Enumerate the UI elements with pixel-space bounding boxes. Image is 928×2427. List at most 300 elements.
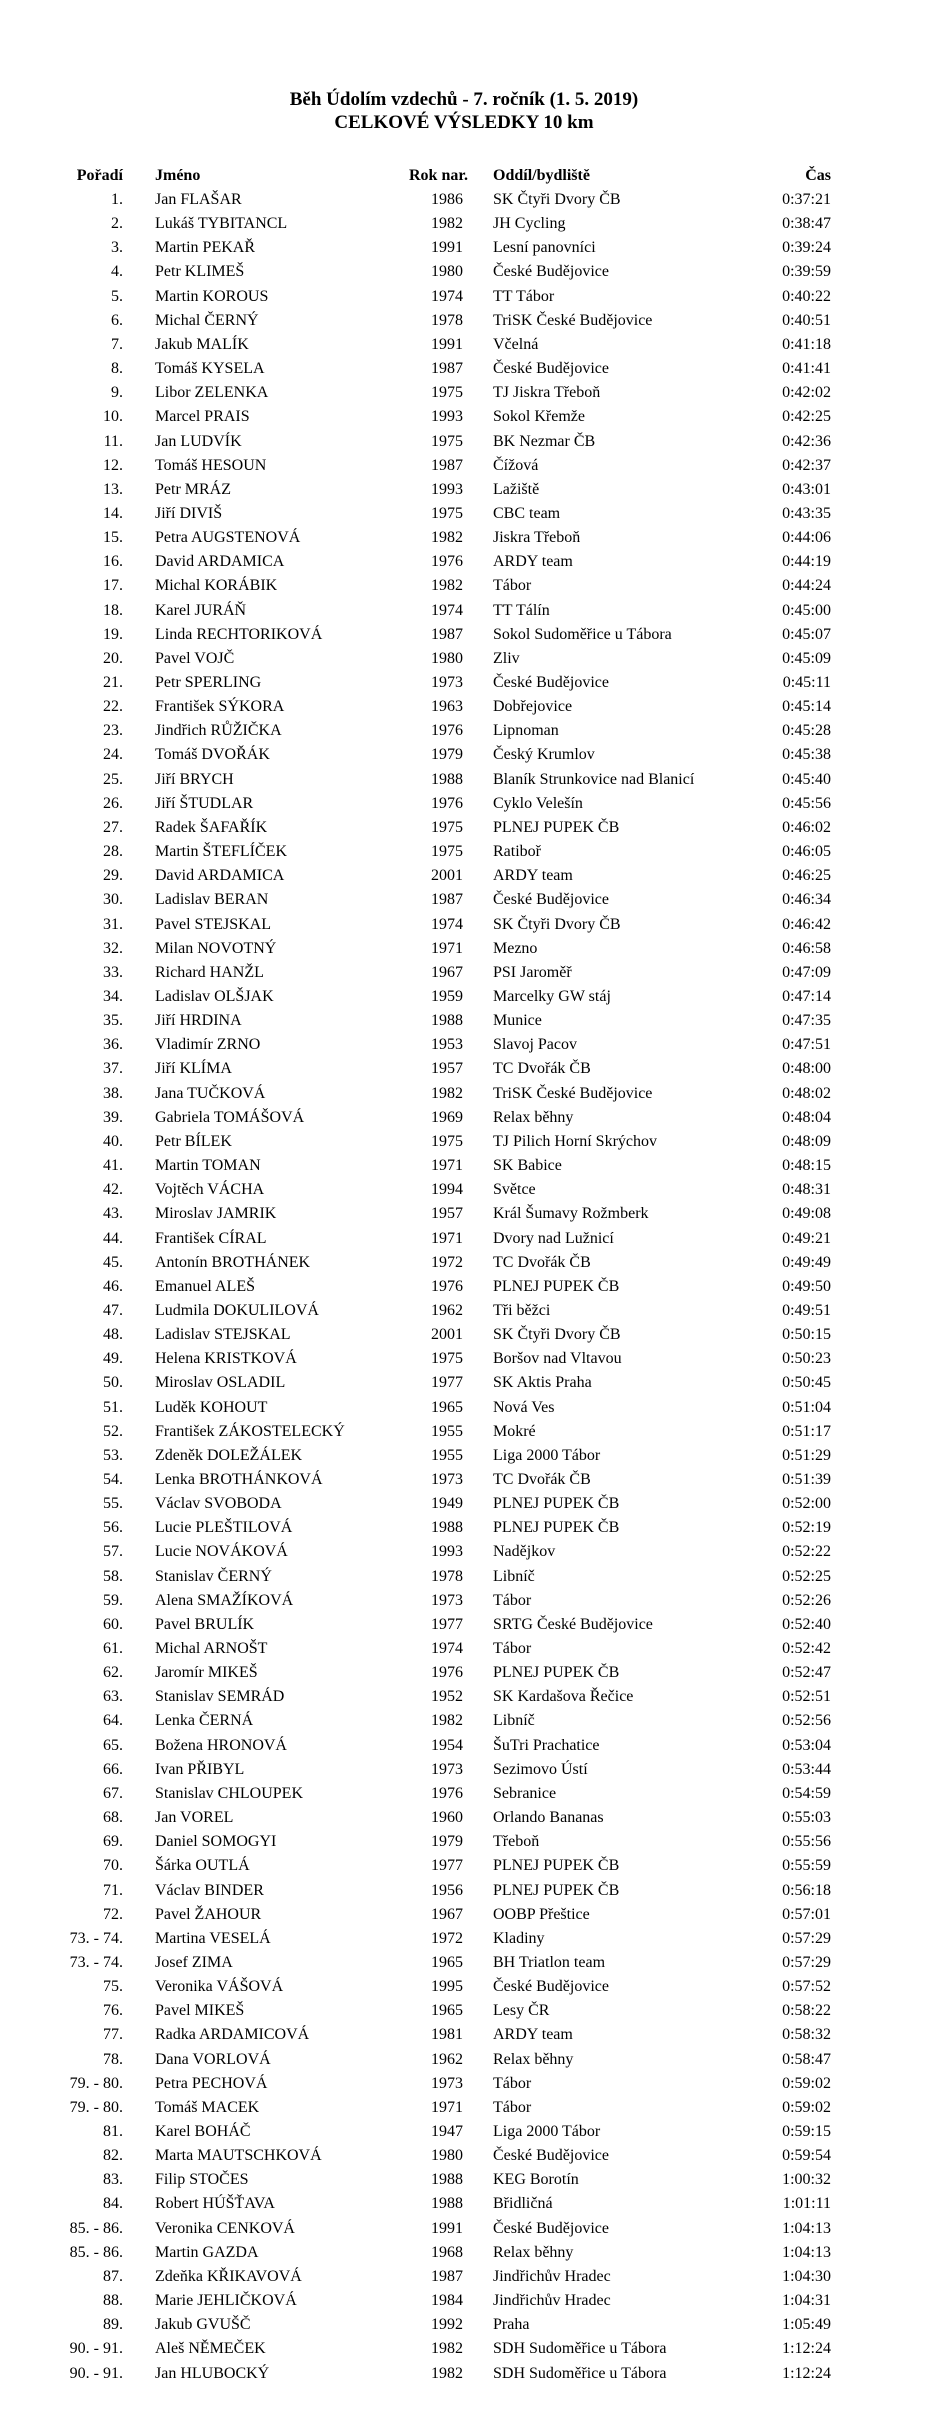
table-row bbox=[0, 1035, 928, 1059]
cell-year: 1975 bbox=[431, 384, 463, 402]
cell-rank: 24. bbox=[103, 746, 123, 764]
document-title: Běh Údolím vzdechů - 7. ročník (1. 5. 2019) bbox=[289, 89, 639, 110]
cell-year: 1991 bbox=[431, 2219, 463, 2237]
cell-rank: 58. bbox=[103, 1567, 123, 1585]
table-row bbox=[0, 1591, 928, 1615]
cell-club: České Budějovice bbox=[493, 891, 609, 909]
cell-club: TC Dvořák ČB bbox=[493, 1060, 591, 1078]
cell-year: 1974 bbox=[431, 287, 463, 305]
table-row bbox=[0, 383, 928, 407]
cell-year: 1982 bbox=[431, 2340, 463, 2358]
cell-time: 0:49:50 bbox=[782, 1277, 831, 1295]
cell-name: Petr MRÁZ bbox=[155, 480, 231, 498]
cell-time: 0:52:00 bbox=[782, 1495, 831, 1513]
cell-name: Tomáš HESOUN bbox=[155, 456, 267, 474]
cell-rank: 30. bbox=[103, 891, 123, 909]
table-row bbox=[0, 287, 928, 311]
cell-time: 0:48:31 bbox=[782, 1181, 831, 1199]
table-row bbox=[0, 1156, 928, 1180]
cell-time: 0:57:29 bbox=[782, 1953, 831, 1971]
cell-time: 0:38:47 bbox=[782, 215, 831, 233]
cell-club: PSI Jaroměř bbox=[493, 963, 572, 981]
table-row bbox=[0, 2267, 928, 2291]
table-row bbox=[0, 1832, 928, 1856]
cell-time: 0:59:02 bbox=[782, 2074, 831, 2092]
cell-name: Jan HLUBOCKÝ bbox=[155, 2364, 270, 2382]
cell-club: Světce bbox=[493, 1181, 536, 1199]
cell-time: 0:45:40 bbox=[782, 770, 831, 788]
cell-name: Petr BÍLEK bbox=[155, 1132, 232, 1150]
table-row bbox=[0, 601, 928, 625]
cell-time: 0:57:01 bbox=[782, 1905, 831, 1923]
cell-time: 0:45:11 bbox=[782, 674, 831, 691]
cell-year: 1973 bbox=[431, 1760, 463, 1778]
cell-club: Lažiště bbox=[493, 480, 540, 498]
cell-rank: 36. bbox=[103, 1036, 123, 1054]
cell-year: 1968 bbox=[431, 2243, 463, 2261]
cell-name: Stanislav ČERNÝ bbox=[155, 1567, 272, 1585]
cell-club: ARDY team bbox=[493, 2026, 573, 2044]
cell-year: 1993 bbox=[431, 408, 463, 426]
table-row bbox=[0, 1470, 928, 1494]
cell-rank: 65. bbox=[103, 1736, 123, 1754]
table-row bbox=[0, 745, 928, 769]
cell-time: 1:04:31 bbox=[782, 2292, 831, 2309]
cell-year: 1963 bbox=[431, 698, 463, 716]
cell-rank: 83. bbox=[103, 2171, 123, 2189]
cell-time: 0:46:42 bbox=[782, 915, 831, 933]
cell-name: František CÍRAL bbox=[155, 1229, 267, 1247]
cell-name: Veronika VÁŠOVÁ bbox=[155, 1978, 284, 1996]
cell-name: Petra AUGSTENOVÁ bbox=[155, 529, 301, 547]
cell-rank: 42. bbox=[103, 1181, 123, 1199]
cell-name: Marcel PRAIS bbox=[155, 408, 250, 426]
cell-rank: 32. bbox=[103, 939, 123, 957]
cell-year: 1967 bbox=[431, 1905, 463, 1923]
cell-name: Michal KORÁBIK bbox=[155, 577, 278, 595]
cell-year: 1959 bbox=[431, 987, 463, 1005]
table-row bbox=[0, 721, 928, 745]
cell-rank: 79. - 80. bbox=[69, 2074, 123, 2092]
cell-rank: 75. bbox=[103, 1978, 123, 1996]
cell-rank: 22. bbox=[103, 698, 123, 716]
cell-name: Emanuel ALEŠ bbox=[155, 1277, 255, 1295]
cell-year: 1987 bbox=[431, 456, 463, 474]
cell-name: Jiří HRDINA bbox=[155, 1012, 242, 1030]
cell-rank: 19. bbox=[103, 625, 123, 643]
cell-name: Petr KLIMEŠ bbox=[155, 263, 245, 281]
cell-time: 0:52:42 bbox=[782, 1640, 831, 1657]
cell-club: Král Šumavy Rožmberk bbox=[493, 1205, 649, 1223]
cell-year: 1977 bbox=[431, 1374, 463, 1392]
table-row bbox=[0, 1663, 928, 1687]
cell-name: Michal ČERNÝ bbox=[155, 311, 259, 329]
table-row bbox=[0, 1494, 928, 1518]
cell-year: 1987 bbox=[431, 625, 463, 643]
cell-year: 1988 bbox=[431, 770, 463, 788]
cell-year: 1955 bbox=[431, 1446, 463, 1464]
cell-year: 1955 bbox=[431, 1422, 463, 1440]
cell-club: PLNEJ PUPEK ČB bbox=[493, 1664, 620, 1682]
cell-rank: 82. bbox=[103, 2147, 123, 2165]
cell-year: 1954 bbox=[431, 1736, 463, 1754]
cell-time: 0:41:41 bbox=[782, 360, 831, 377]
cell-rank: 89. bbox=[103, 2316, 123, 2334]
cell-club: SDH Sudoměřice u Tábora bbox=[493, 2340, 667, 2358]
cell-year: 1994 bbox=[431, 1181, 463, 1199]
cell-year: 1971 bbox=[431, 939, 463, 957]
cell-time: 0:46:05 bbox=[782, 843, 831, 860]
table-row bbox=[0, 407, 928, 431]
cell-club: Lesní panovníci bbox=[493, 239, 596, 257]
table-row bbox=[0, 576, 928, 600]
table-row bbox=[0, 456, 928, 480]
table-row bbox=[0, 2170, 928, 2194]
table-row bbox=[0, 1373, 928, 1397]
cell-time: 0:52:25 bbox=[782, 1567, 831, 1585]
cell-year: 1957 bbox=[431, 1060, 463, 1078]
cell-club: PLNEJ PUPEK ČB bbox=[493, 1277, 620, 1295]
cell-club: TC Dvořák ČB bbox=[493, 1253, 591, 1271]
cell-year: 1973 bbox=[431, 1591, 463, 1609]
cell-rank: 14. bbox=[103, 504, 123, 522]
cell-year: 1971 bbox=[431, 1157, 463, 1174]
cell-club: SK Babice bbox=[493, 1157, 562, 1174]
cell-name: Jaromír MIKEŠ bbox=[155, 1664, 258, 1682]
cell-year: 1976 bbox=[431, 553, 463, 571]
cell-year: 1956 bbox=[431, 1881, 463, 1899]
cell-name: Pavel MIKEŠ bbox=[155, 2002, 245, 2020]
cell-year: 2001 bbox=[431, 867, 463, 885]
cell-name: Tomáš KYSELA bbox=[155, 360, 265, 377]
table-row bbox=[0, 1011, 928, 1035]
cell-rank: 23. bbox=[103, 722, 123, 740]
table-row bbox=[0, 359, 928, 383]
cell-time: 0:57:52 bbox=[782, 1978, 831, 1996]
table-row bbox=[0, 915, 928, 939]
cell-year: 1971 bbox=[431, 2098, 463, 2116]
cell-name: Linda RECHTORIKOVÁ bbox=[155, 625, 323, 643]
table-row bbox=[0, 987, 928, 1011]
cell-year: 1975 bbox=[431, 1350, 463, 1368]
cell-club: Mezno bbox=[493, 939, 538, 957]
cell-name: František SÝKORA bbox=[155, 698, 285, 716]
cell-club: TC Dvořák ČB bbox=[493, 1470, 591, 1488]
cell-name: Martin PEKAŘ bbox=[155, 239, 255, 257]
cell-name: Ivan PŘIBYL bbox=[155, 1760, 245, 1778]
cell-time: 0:49:51 bbox=[782, 1301, 831, 1319]
cell-name: Veronika CENKOVÁ bbox=[155, 2219, 295, 2237]
table-row bbox=[0, 673, 928, 697]
cell-time: 0:52:19 bbox=[782, 1519, 831, 1537]
cell-rank: 66. bbox=[103, 1760, 123, 1778]
table-row bbox=[0, 625, 928, 649]
cell-rank: 81. bbox=[103, 2123, 123, 2140]
table-row bbox=[0, 649, 928, 673]
cell-time: 0:43:35 bbox=[782, 504, 831, 522]
cell-rank: 63. bbox=[103, 1688, 123, 1706]
cell-year: 1962 bbox=[431, 1301, 463, 1319]
cell-rank: 47. bbox=[103, 1301, 123, 1319]
table-row bbox=[0, 528, 928, 552]
cell-rank: 48. bbox=[103, 1326, 123, 1343]
cell-name: Luděk KOHOUT bbox=[155, 1398, 268, 1416]
cell-name: Jiří BRYCH bbox=[155, 770, 234, 788]
cell-time: 1:00:32 bbox=[782, 2171, 831, 2189]
cell-rank: 11. bbox=[103, 432, 123, 450]
cell-name: Václav BINDER bbox=[155, 1881, 264, 1899]
cell-club: Blaník Strunkovice nad Blanicí bbox=[493, 770, 695, 788]
cell-time: 0:51:39 bbox=[782, 1470, 831, 1488]
cell-rank: 54. bbox=[103, 1470, 123, 1488]
cell-time: 0:59:15 bbox=[782, 2123, 831, 2140]
cell-rank: 21. bbox=[103, 674, 123, 691]
cell-year: 1987 bbox=[431, 891, 463, 909]
cell-rank: 38. bbox=[103, 1084, 123, 1102]
table-row bbox=[0, 794, 928, 818]
cell-year: 1977 bbox=[431, 1615, 463, 1633]
cell-time: 0:49:08 bbox=[782, 1205, 831, 1223]
cell-time: 0:51:04 bbox=[782, 1398, 831, 1416]
cell-club: Nadějkov bbox=[493, 1543, 556, 1561]
table-row bbox=[0, 1905, 928, 1929]
cell-time: 0:49:49 bbox=[782, 1253, 831, 1271]
cell-year: 1973 bbox=[431, 2074, 463, 2092]
cell-year: 1982 bbox=[431, 215, 463, 233]
cell-year: 1979 bbox=[431, 1833, 463, 1851]
cell-time: 0:52:22 bbox=[782, 1543, 831, 1561]
table-row bbox=[0, 311, 928, 335]
table-row bbox=[0, 1446, 928, 1470]
cell-rank: 55. bbox=[103, 1495, 123, 1513]
cell-rank: 78. bbox=[103, 2050, 123, 2068]
cell-year: 1988 bbox=[431, 2195, 463, 2213]
cell-rank: 16. bbox=[103, 553, 123, 571]
cell-club: Tábor bbox=[493, 1640, 532, 1657]
cell-name: Alena SMAŽÍKOVÁ bbox=[155, 1591, 294, 1609]
cell-name: Daniel SOMOGYI bbox=[155, 1833, 277, 1851]
cell-club: České Budějovice bbox=[493, 2147, 609, 2165]
cell-time: 0:50:45 bbox=[782, 1374, 831, 1392]
cell-rank: 57. bbox=[103, 1543, 123, 1561]
cell-year: 1984 bbox=[431, 2292, 463, 2309]
cell-name: Martin ŠTEFLÍČEK bbox=[155, 843, 287, 860]
cell-time: 0:58:47 bbox=[782, 2050, 831, 2068]
cell-year: 1995 bbox=[431, 1978, 463, 1996]
cell-year: 1972 bbox=[431, 1253, 463, 1271]
cell-year: 1975 bbox=[431, 504, 463, 522]
cell-club: TJ Jiskra Třeboň bbox=[493, 384, 601, 402]
table-row bbox=[0, 2050, 928, 2074]
table-row bbox=[0, 1108, 928, 1132]
cell-name: David ARDAMICA bbox=[155, 867, 285, 885]
cell-name: Lenka BROTHÁNKOVÁ bbox=[155, 1470, 323, 1488]
cell-club: Relax běhny bbox=[493, 2243, 574, 2261]
table-row bbox=[0, 1398, 928, 1422]
cell-name: Vladimír ZRNO bbox=[155, 1036, 261, 1054]
cell-name: Helena KRISTKOVÁ bbox=[155, 1350, 297, 1368]
table-row bbox=[0, 432, 928, 456]
cell-rank: 90. - 91. bbox=[69, 2364, 123, 2382]
cell-time: 0:41:18 bbox=[782, 335, 831, 353]
cell-club: Tábor bbox=[493, 1591, 532, 1609]
cell-name: Zdeněk DOLEŽÁLEK bbox=[155, 1446, 303, 1464]
cell-club: SRTG České Budějovice bbox=[493, 1615, 653, 1633]
cell-club: Munice bbox=[493, 1012, 542, 1030]
cell-club: Zliv bbox=[493, 649, 520, 667]
cell-year: 1982 bbox=[431, 577, 463, 595]
cell-time: 0:45:00 bbox=[782, 601, 831, 619]
cell-name: Gabriela TOMÁŠOVÁ bbox=[155, 1108, 305, 1126]
cell-club: SK Čtyři Dvory ČB bbox=[493, 191, 621, 208]
table-row bbox=[0, 2146, 928, 2170]
table-row bbox=[0, 770, 928, 794]
cell-year: 1953 bbox=[431, 1036, 463, 1054]
table-row bbox=[0, 1856, 928, 1880]
cell-year: 1987 bbox=[431, 2267, 463, 2285]
cell-rank: 35. bbox=[103, 1012, 123, 1030]
cell-year: 1971 bbox=[431, 1229, 463, 1247]
cell-club: České Budějovice bbox=[493, 263, 609, 281]
cell-club: Lipnoman bbox=[493, 722, 559, 740]
cell-time: 0:52:47 bbox=[782, 1664, 831, 1682]
cell-club: Tábor bbox=[493, 577, 532, 595]
cell-club: OOBP Přeštice bbox=[493, 1905, 590, 1923]
cell-year: 1975 bbox=[431, 1132, 463, 1150]
cell-time: 0:48:00 bbox=[782, 1060, 831, 1078]
cell-name: Lucie NOVÁKOVÁ bbox=[155, 1543, 288, 1561]
cell-name: Ladislav STEJSKAL bbox=[155, 1326, 291, 1343]
cell-club: CBC team bbox=[493, 504, 561, 522]
cell-club: Nová Ves bbox=[493, 1398, 555, 1416]
cell-time: 0:42:25 bbox=[782, 408, 831, 426]
cell-rank: 52. bbox=[103, 1422, 123, 1440]
cell-rank: 12. bbox=[103, 456, 123, 474]
cell-year: 1965 bbox=[431, 1953, 463, 1971]
table-row bbox=[0, 2291, 928, 2315]
cell-club: Jindřichův Hradec bbox=[493, 2292, 611, 2309]
cell-name: Jana TUČKOVÁ bbox=[155, 1084, 266, 1102]
table-row bbox=[0, 1760, 928, 1784]
cell-club: ARDY team bbox=[493, 867, 573, 885]
cell-time: 0:54:59 bbox=[782, 1784, 831, 1802]
cell-club: ARDY team bbox=[493, 553, 573, 571]
table-row bbox=[0, 1059, 928, 1083]
cell-year: 1972 bbox=[431, 1929, 463, 1947]
cell-rank: 77. bbox=[103, 2026, 123, 2044]
table-row bbox=[0, 2098, 928, 2122]
cell-year: 1974 bbox=[431, 601, 463, 619]
cell-club: TJ Pilich Horní Skrýchov bbox=[493, 1132, 657, 1150]
cell-time: 0:46:25 bbox=[782, 867, 831, 885]
cell-time: 0:57:29 bbox=[782, 1929, 831, 1947]
cell-club: Třeboň bbox=[493, 1833, 540, 1851]
cell-year: 1957 bbox=[431, 1205, 463, 1223]
table-row bbox=[0, 1639, 928, 1663]
cell-time: 0:59:54 bbox=[782, 2147, 831, 2165]
cell-year: 1988 bbox=[431, 1519, 463, 1537]
cell-rank: 8. bbox=[111, 360, 123, 377]
cell-club: Relax běhny bbox=[493, 1108, 574, 1126]
cell-time: 0:39:24 bbox=[782, 239, 831, 257]
cell-name: Josef ZIMA bbox=[155, 1953, 233, 1971]
table-row bbox=[0, 818, 928, 842]
table-row bbox=[0, 2001, 928, 2025]
cell-year: 1973 bbox=[431, 674, 463, 691]
cell-rank: 2. bbox=[111, 215, 123, 233]
cell-name: Karel BOHÁČ bbox=[155, 2123, 251, 2140]
cell-name: Marie JEHLIČKOVÁ bbox=[155, 2292, 297, 2309]
cell-rank: 76. bbox=[103, 2002, 123, 2020]
cell-rank: 6. bbox=[111, 311, 123, 329]
cell-rank: 56. bbox=[103, 1519, 123, 1537]
cell-year: 1977 bbox=[431, 1857, 463, 1875]
cell-club: Mokré bbox=[493, 1422, 536, 1440]
header-time: Čas bbox=[805, 167, 831, 184]
cell-name: Aleš NĚMEČEK bbox=[155, 2340, 266, 2358]
cell-rank: 61. bbox=[103, 1640, 123, 1657]
cell-rank: 84. bbox=[103, 2195, 123, 2213]
table-row bbox=[0, 1325, 928, 1349]
cell-rank: 59. bbox=[103, 1591, 123, 1609]
cell-name: Tomáš DVOŘÁK bbox=[155, 746, 270, 764]
table-row bbox=[0, 2074, 928, 2098]
cell-time: 0:45:56 bbox=[782, 794, 831, 812]
cell-time: 0:51:17 bbox=[782, 1422, 831, 1440]
cell-time: 0:53:44 bbox=[782, 1760, 831, 1778]
cell-time: 0:45:14 bbox=[782, 698, 831, 716]
cell-name: Lucie PLEŠTILOVÁ bbox=[155, 1519, 293, 1537]
table-row bbox=[0, 1204, 928, 1228]
cell-name: Ladislav BERAN bbox=[155, 891, 269, 909]
cell-rank: 62. bbox=[103, 1664, 123, 1682]
cell-name: Ladislav OLŠJAK bbox=[155, 987, 274, 1005]
cell-rank: 68. bbox=[103, 1809, 123, 1826]
cell-club: PLNEJ PUPEK ČB bbox=[493, 1495, 620, 1513]
table-row bbox=[0, 335, 928, 359]
cell-name: Libor ZELENKA bbox=[155, 384, 269, 402]
cell-year: 1975 bbox=[431, 818, 463, 836]
cell-name: Karel JURÁŇ bbox=[155, 601, 247, 619]
cell-club: Praha bbox=[493, 2316, 530, 2334]
cell-year: 1982 bbox=[431, 1084, 463, 1102]
cell-club: BK Nezmar ČB bbox=[493, 432, 596, 450]
cell-name: Jan LUDVÍK bbox=[155, 432, 242, 450]
cell-club: Sokol Křemže bbox=[493, 408, 585, 426]
cell-club: BH Triatlon team bbox=[493, 1953, 606, 1971]
cell-club: Liga 2000 Tábor bbox=[493, 1446, 601, 1464]
cell-name: Tomáš MACEK bbox=[155, 2098, 260, 2116]
cell-year: 1988 bbox=[431, 1012, 463, 1030]
cell-year: 1965 bbox=[431, 2002, 463, 2020]
cell-time: 0:52:26 bbox=[782, 1591, 831, 1609]
cell-name: Antonín BROTHÁNEK bbox=[155, 1253, 311, 1271]
table-row bbox=[0, 1953, 928, 1977]
table-row bbox=[0, 697, 928, 721]
cell-club: SK Aktis Praha bbox=[493, 1374, 592, 1392]
cell-year: 1976 bbox=[431, 794, 463, 812]
cell-name: Radek ŠAFAŘÍK bbox=[155, 818, 268, 836]
cell-time: 0:42:36 bbox=[782, 432, 831, 450]
cell-time: 0:50:15 bbox=[782, 1326, 831, 1343]
cell-year: 1962 bbox=[431, 2050, 463, 2068]
cell-time: 0:37:21 bbox=[782, 191, 831, 208]
table-row bbox=[0, 1711, 928, 1735]
cell-time: 0:44:06 bbox=[782, 529, 831, 547]
cell-time: 0:45:07 bbox=[782, 625, 831, 643]
cell-time: 0:53:04 bbox=[782, 1736, 831, 1754]
cell-name: Šárka OUTLÁ bbox=[155, 1857, 250, 1875]
